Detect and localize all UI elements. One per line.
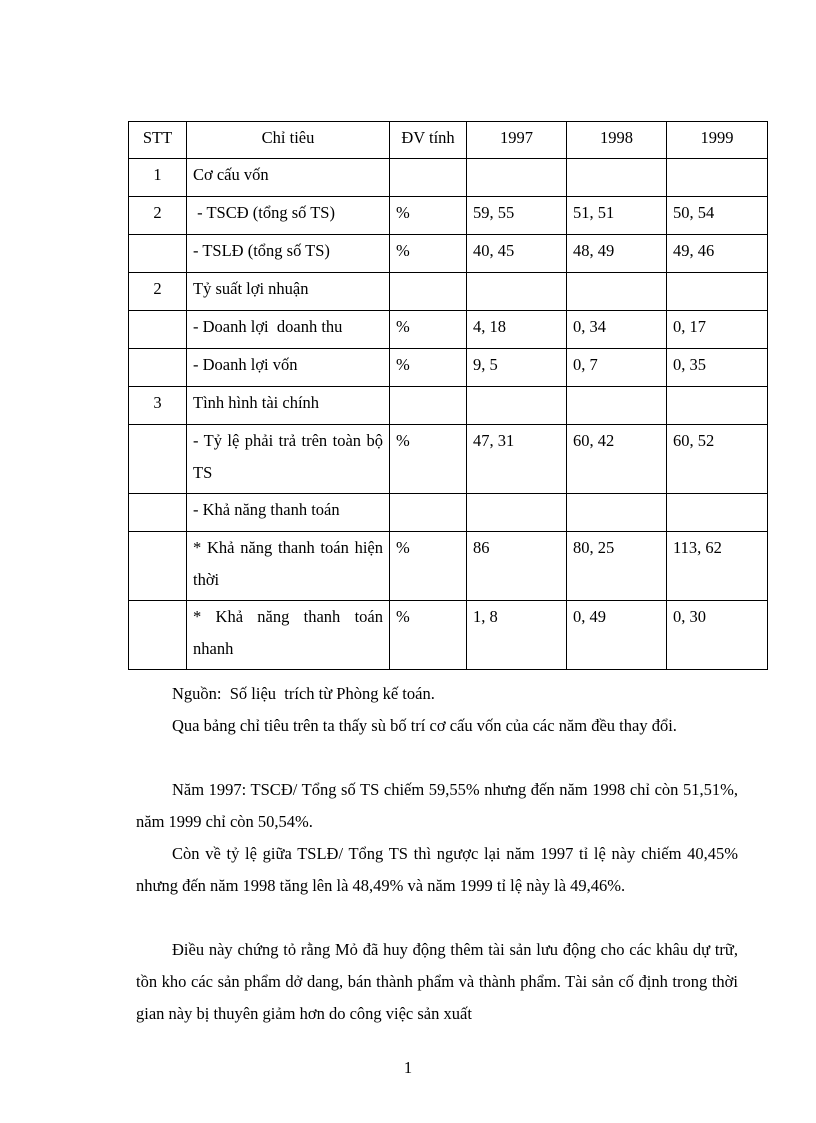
cell-1997: 47, 31 [467,425,567,494]
cell-1998 [567,494,667,532]
cell-unit [390,387,467,425]
source-note: Nguồn: Số liệu trích từ Phòng kế toán. [172,684,435,703]
financial-indicators-table [128,121,768,670]
header-1997: 1997 [467,122,567,159]
cell-unit: % [390,311,467,349]
cell-1999 [667,273,768,311]
cell-unit: % [390,197,467,235]
cell-1997 [467,387,567,425]
cell-stt [129,532,187,601]
cell-unit: % [390,425,467,494]
cell-stt [129,601,187,670]
cell-indicator: Tỷ suất lợi nhuận [187,273,390,311]
cell-1997 [467,159,567,197]
cell-1998 [567,159,667,197]
paragraph: Năm 1997: TSCĐ/ Tổng số TS chiếm 59,55% nhưng đến năm 1998 chỉ còn 51,51%, năm 1999 chỉ còn 50,54%. [136,780,738,831]
cell-indicator: - Khả năng thanh toán [187,494,390,532]
cell-1999: 60, 52 [667,425,768,494]
header-unit: ĐV tính [390,122,467,159]
cell-stt: 2 [129,273,187,311]
cell-1998: 0, 49 [567,601,667,670]
cell-1998 [567,387,667,425]
cell-indicator: - Doanh lợi vốn [187,349,390,387]
cell-stt [129,425,187,494]
cell-1997: 4, 18 [467,311,567,349]
cell-stt: 2 [129,197,187,235]
table-row [129,494,768,532]
cell-1999: 0, 17 [667,311,768,349]
paragraph: Qua bảng chỉ tiêu trên ta thấy sù bố trí cơ cấu vốn của các năm đều thay đổi. [172,716,677,735]
cell-1998 [567,273,667,311]
table-row [129,273,768,311]
cell-indicator: Tình hình tài chính [187,387,390,425]
cell-stt [129,311,187,349]
cell-indicator: * Khả năng thanh toán nhanh [187,601,390,670]
cell-1997: 86 [467,532,567,601]
cell-1997 [467,494,567,532]
cell-1997 [467,273,567,311]
cell-stt [129,494,187,532]
cell-1999: 0, 30 [667,601,768,670]
cell-1998: 51, 51 [567,197,667,235]
cell-indicator: * Khả năng thanh toán hiện thời [187,532,390,601]
header-stt: STT [129,122,187,159]
cell-unit: % [390,349,467,387]
cell-indicator: - TSCĐ (tổng số TS) [187,197,390,235]
table-row [129,197,768,235]
cell-indicator: - Tỷ lệ phải trả trên toàn bộ TS [187,425,390,494]
cell-unit [390,159,467,197]
header-indicator: Chỉ tiêu [187,122,390,159]
cell-1997: 9, 5 [467,349,567,387]
cell-1999: 49, 46 [667,235,768,273]
table-row [129,601,768,670]
cell-1999: 113, 62 [667,532,768,601]
cell-1999 [667,387,768,425]
cell-indicator: - TSLĐ (tổng số TS) [187,235,390,273]
table-row [129,425,768,494]
cell-1998: 80, 25 [567,532,667,601]
cell-unit [390,494,467,532]
table-row [129,159,768,197]
cell-1999: 0, 35 [667,349,768,387]
table-row [129,311,768,349]
cell-1998: 0, 7 [567,349,667,387]
cell-indicator: Cơ cấu vốn [187,159,390,197]
table-row [129,235,768,273]
table-header-row [129,122,768,159]
paragraph: Còn về tỷ lệ giữa TSLĐ/ Tổng TS thì ngược lại năm 1997 tỉ lệ này chiếm 40,45% nhưng đến năm 1998 tăng lên là 48,49% và năm 1999 tỉ lệ này là 49,46%. [136,844,738,895]
cell-unit: % [390,235,467,273]
cell-unit [390,273,467,311]
cell-1998: 48, 49 [567,235,667,273]
header-1998: 1998 [567,122,667,159]
table-row [129,349,768,387]
cell-1997: 1, 8 [467,601,567,670]
cell-indicator: - Doanh lợi doanh thu [187,311,390,349]
header-1999: 1999 [667,122,768,159]
cell-stt [129,235,187,273]
cell-unit: % [390,532,467,601]
cell-stt: 3 [129,387,187,425]
cell-stt: 1 [129,159,187,197]
cell-1998: 0, 34 [567,311,667,349]
cell-1997: 59, 55 [467,197,567,235]
cell-1999: 50, 54 [667,197,768,235]
cell-1998: 60, 42 [567,425,667,494]
cell-unit: % [390,601,467,670]
table-row [129,532,768,601]
cell-1999 [667,159,768,197]
cell-1999 [667,494,768,532]
cell-1997: 40, 45 [467,235,567,273]
paragraph: Điều này chứng tỏ rằng Mỏ đã huy động thêm tài sản lưu động cho các khâu dự trữ, tồn kho các sản phẩm dở dang, bán thành phẩm và thành phẩm. Tài sản cố định trong thời gian này bị thuyên giảm hơn do công việc sản xuất [136,940,738,1023]
page-number: 1 [403,1058,413,1077]
cell-stt [129,349,187,387]
table-row [129,387,768,425]
